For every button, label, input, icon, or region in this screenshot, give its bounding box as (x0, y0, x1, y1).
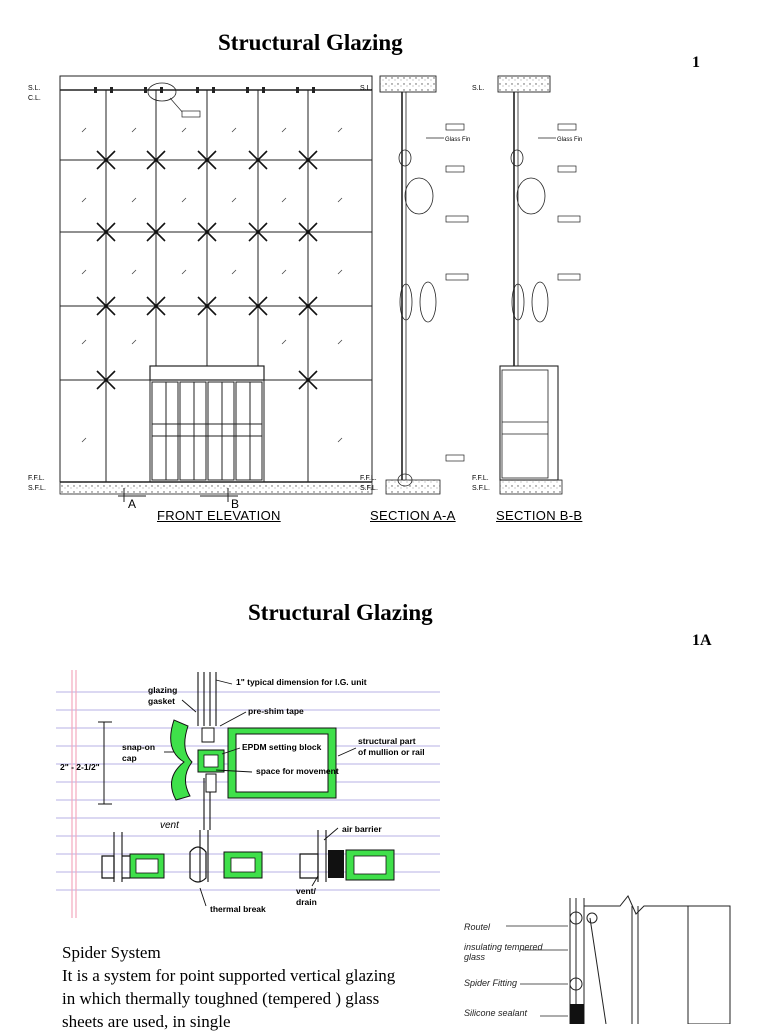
caption-front-elevation: FRONT ELEVATION (157, 508, 281, 523)
label-space-for-movement: space for movement (256, 766, 339, 776)
front-elevation (28, 76, 372, 510)
spider-system-heading: Spider System (62, 943, 161, 962)
level-ffl-b: F.F.L. (472, 475, 489, 482)
section-marker-b: B (231, 497, 240, 510)
label-air-barrier: air barrier (342, 824, 382, 834)
page-1-title: Structural Glazing (218, 30, 403, 55)
section-marker-a: A (128, 497, 137, 510)
level-sfl-a: S.F.L. (360, 485, 378, 492)
label-structural-1: structural part (358, 736, 416, 746)
label-vent-drain-1: vent/ (296, 886, 316, 896)
label-vent-drain-2: drain (296, 897, 317, 907)
label-epdm: EPDM setting block (242, 742, 322, 752)
label-routel: Routel (464, 922, 491, 932)
level-sl: S.L. (28, 85, 41, 92)
label-igu-1: insulating tempered (464, 942, 543, 952)
level-sl-b: S.L. (472, 85, 485, 92)
label-ig-dimension: 1" typical dimension for I.G. unit (236, 677, 367, 687)
level-cl: C.L. (28, 95, 41, 102)
glass-fin-label-a: Glass Fin (445, 137, 471, 143)
caption-section-b: SECTION B-B (496, 508, 583, 523)
page-1-number: 1 (692, 54, 700, 71)
curtain-wall-sketch (56, 670, 440, 918)
label-thermal-break: thermal break (210, 904, 266, 914)
section-b-b (472, 76, 582, 494)
level-sfl-b: S.F.L. (472, 485, 490, 492)
label-igu-2: glass (464, 952, 486, 962)
level-sl-a: S.L. (360, 85, 373, 92)
spider-system-description: It is a system for point supported vertical glazing in which thermally toughned (tempered ) glass sheets are used, in single (62, 966, 396, 1031)
label-pre-shim-tape: pre-shim tape (248, 706, 304, 716)
page-2-number: 1A (692, 632, 712, 649)
level-ffl: F.F.L. (28, 475, 45, 482)
label-glazing-gasket-2: gasket (148, 696, 175, 706)
label-height-dimension: 2" - 2-1/2" (60, 762, 100, 772)
section-a-a (360, 76, 470, 494)
label-silicone-sealant: Silicone sealant (464, 1008, 528, 1018)
structural-glazing-drawing (0, 70, 768, 510)
level-ffl-a: F.F.L. (360, 475, 377, 482)
label-glazing-gasket-1: glazing (148, 685, 178, 695)
spider-fitting-sketch (460, 888, 750, 1024)
caption-section-a: SECTION A-A (370, 508, 456, 523)
page-2-title: Structural Glazing (248, 600, 433, 625)
label-snap-on-1: snap-on (122, 742, 156, 752)
label-snap-on-2: cap (122, 753, 137, 763)
level-sfl: S.F.L. (28, 485, 46, 492)
label-spider-fitting: Spider Fitting (464, 978, 518, 988)
glass-fin-label-b: Glass Fin (557, 137, 583, 143)
label-structural-2: of mullion or rail (358, 747, 425, 757)
label-vent: vent (160, 820, 179, 831)
